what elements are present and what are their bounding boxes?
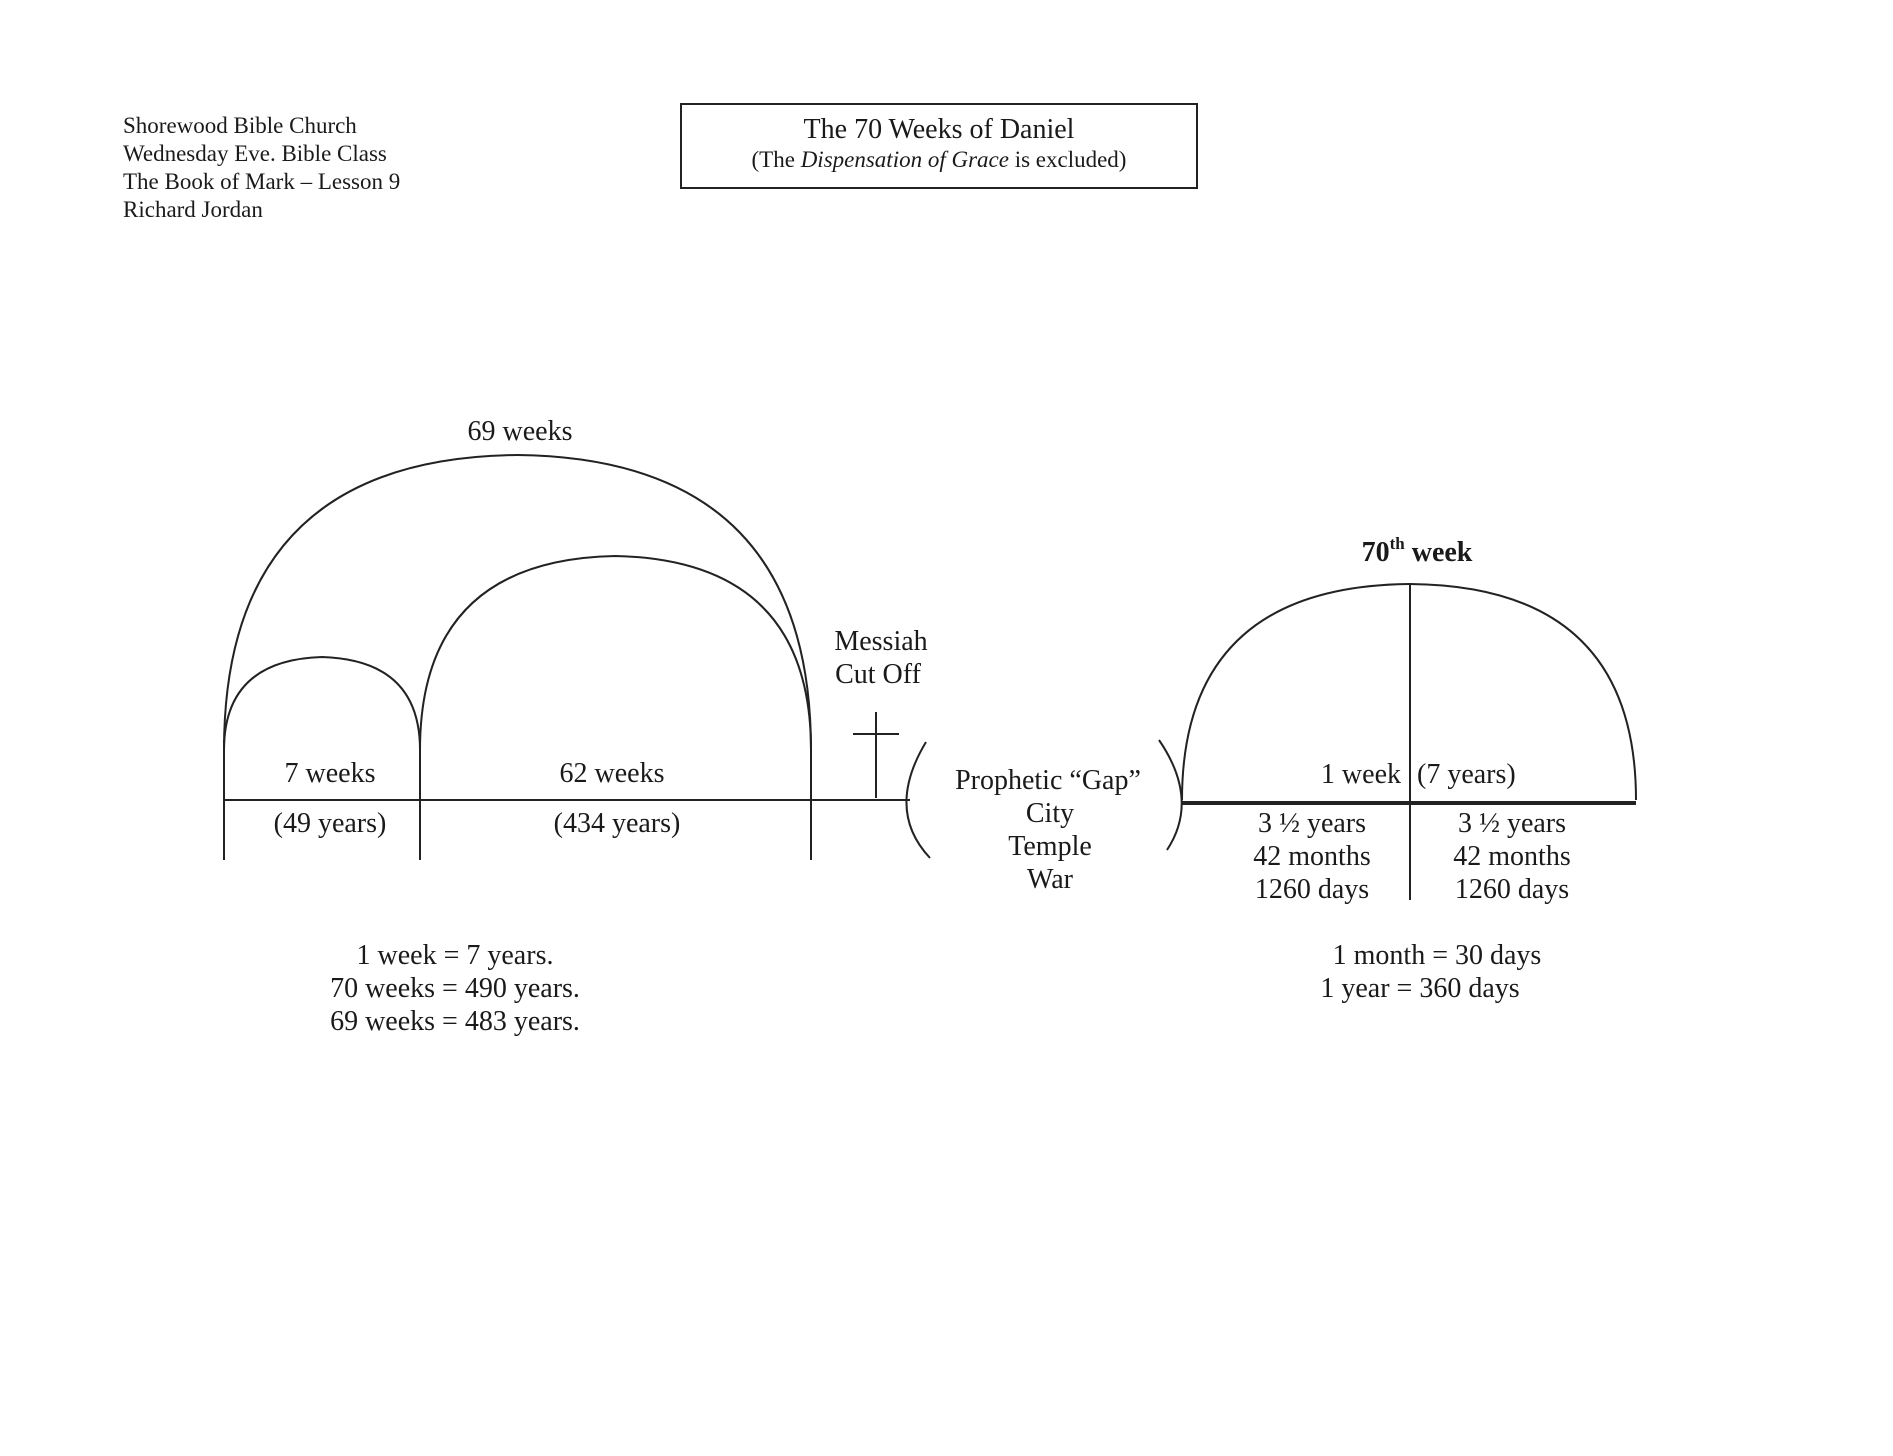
left-half-days: 1260 days [1254,874,1370,905]
note-year-days: 1 year = 360 days [1320,973,1520,1004]
arc-69-weeks [224,455,811,750]
label-cut-off: Cut Off [835,659,921,690]
label-7-years: (7 years) [1417,759,1516,790]
week70-number: 70 [1361,537,1390,568]
label-prophetic-gap: Prophetic “Gap” [955,765,1141,796]
label-war: War [1027,864,1073,895]
subtitle-suffix: is excluded) [1008,147,1127,172]
class-name: Wednesday Eve. Bible Class [123,141,387,166]
label-7-weeks: 7 weeks [284,758,376,789]
label-70th-week [1362,534,1473,568]
subtitle-italic: Dispensation of Grace [800,147,1009,172]
note-69-weeks: 69 weeks = 483 years. [330,1006,580,1037]
label-messiah: Messiah [834,626,928,657]
author-name: Richard Jordan [123,197,263,222]
note-70-weeks: 70 weeks = 490 years. [330,973,580,1004]
label-69-weeks: 69 weeks [467,416,573,447]
page-title: The 70 Weeks of Daniel [803,114,1075,145]
week70-superscript: th [1389,534,1405,553]
label-434-years: (434 years) [553,808,681,839]
label-temple: Temple [1008,831,1092,862]
right-half-months: 42 months [1453,841,1571,872]
left-half-years: 3 ½ years [1257,808,1367,839]
church-name: Shorewood Bible Church [123,113,357,138]
gap-paren-right [1159,740,1182,850]
label-62-weeks: 62 weeks [559,758,665,789]
arc-62-weeks [420,556,811,750]
subtitle-prefix: (The [751,147,801,172]
label-city: City [1025,798,1075,829]
note-month-days: 1 month = 30 days [1332,940,1542,971]
lesson-name: The Book of Mark – Lesson 9 [123,169,401,194]
left-half-months: 42 months [1253,841,1371,872]
arc-7-weeks [224,657,420,750]
note-week-years: 1 week = 7 years. [356,940,554,971]
right-half-years: 3 ½ years [1457,808,1567,839]
label-49-years: (49 years) [273,808,387,839]
week70-word: week [1404,537,1473,568]
label-1-week: 1 week [1320,759,1401,790]
right-half-days: 1260 days [1454,874,1570,905]
